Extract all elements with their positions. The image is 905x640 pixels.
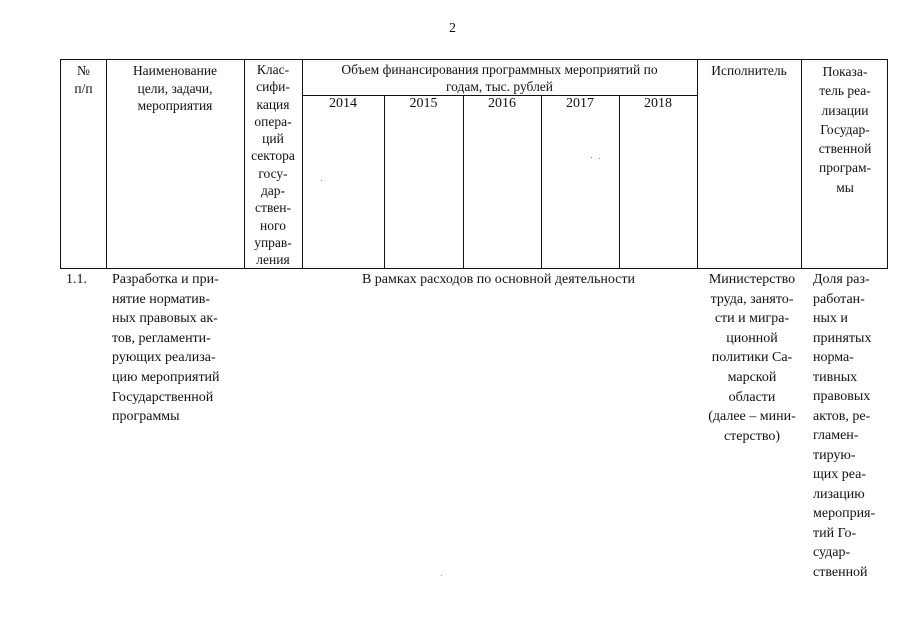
scan-dot	[599, 158, 600, 159]
year-2018: 2018	[644, 96, 672, 111]
scan-dot	[441, 575, 442, 576]
header-indicator: Показа- тель реа- лизации Государ- ственной програм- мы	[818, 64, 872, 195]
year-col-divider	[384, 95, 385, 268]
row-number: 1.1.	[66, 272, 87, 287]
page-number: 2	[449, 21, 456, 36]
scan-dot	[321, 180, 322, 181]
row-executor: Министерство труда, занято- сти и мигра- ционной политики Са- марской области (далее – мини- стерство)	[708, 272, 796, 444]
header-executor: Исполнитель	[711, 63, 787, 78]
header-funding: Объем финансирования программных мероприятий по годам, тыс. рублей	[341, 62, 658, 94]
year-2014: 2014	[329, 96, 357, 111]
table-header	[60, 59, 888, 269]
header-name: Наименование цели, задачи, мероприятия	[132, 63, 218, 114]
year-col-divider	[619, 95, 620, 268]
scan-dot	[591, 157, 592, 158]
year-col-divider	[463, 95, 464, 268]
row-name: Разработка и при- нятие норматив- ных правовых ак- тов, регламенти- рующих реализа- цию мероприятий Государственной программы	[112, 272, 220, 425]
header-classification: Клас- сифи- кация опера- ций сектора госу- дар- ствен- ного управ- ления	[251, 62, 295, 268]
row-funding: В рамках расходов по основной деятельности	[361, 272, 636, 287]
row-indicator: Доля раз- работан- ных и принятых норма- тивных правовых актов, ре- гламен- тирую- щих реа- лизацию мероприя- тий Го- судар- ственной	[813, 272, 876, 580]
year-2017: 2017	[566, 96, 594, 111]
year-col-divider	[541, 95, 542, 268]
year-2015: 2015	[409, 96, 438, 111]
col-divider	[697, 60, 698, 268]
year-2016: 2016	[488, 96, 516, 111]
header-number: № п/п	[74, 63, 93, 96]
